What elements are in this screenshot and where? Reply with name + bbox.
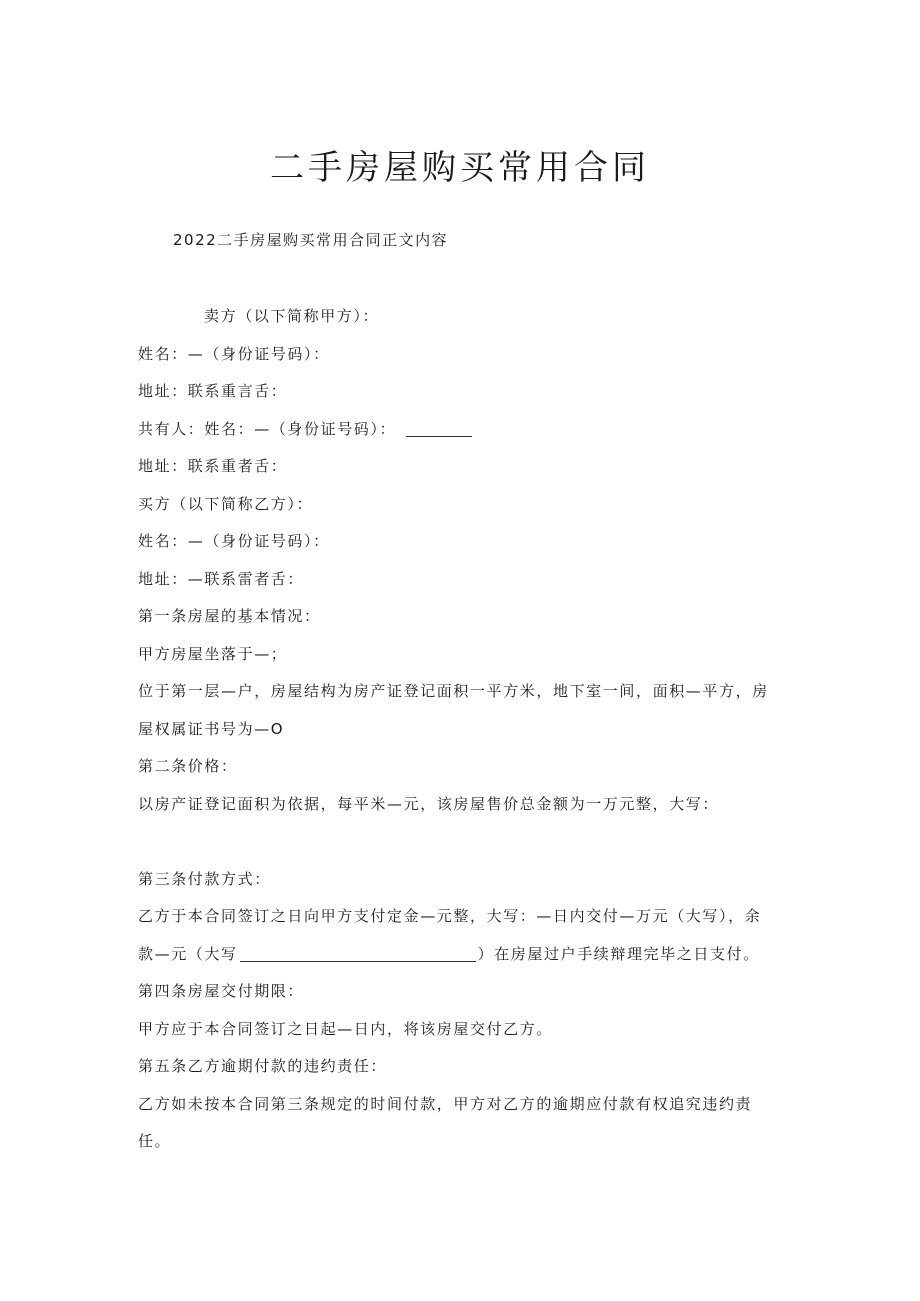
document-subtitle: 2022二手房屋购买常用合同正文内容 xyxy=(173,231,449,249)
article-1-heading: 第一条房屋的基本情况： xyxy=(138,607,321,625)
document-title: 二手房屋购买常用合同 xyxy=(270,148,650,188)
article-5-heading: 第五条乙方逾期付款的违约责任： xyxy=(138,1057,388,1075)
article-5-liability: 乙方如未按本合同第三条规定的时间付款，甲方对乙方的逾期应付款有权追究违约责 xyxy=(138,1094,753,1113)
balance-blank xyxy=(240,947,476,962)
article-4-heading: 第四条房屋交付期限： xyxy=(138,982,305,1000)
seller-heading: 卖方（以下简称甲方）： xyxy=(204,307,380,325)
article-3-balance xyxy=(138,936,788,974)
co-owner-address-line: 地址：联系重者舌： xyxy=(138,457,288,475)
article-1-detail: 位于第一层—户，房屋结构为房产证登记面积一平方米，地下室一间，面积—平方，房 xyxy=(138,682,769,700)
article-2-price: 以房产证登记面积为依据，每平米—元，该房屋售价总金额为一万元整，大写： xyxy=(138,794,720,813)
article-5-liability-end: 任。 xyxy=(138,1132,172,1150)
article-3-heading: 第三条付款方式： xyxy=(138,869,271,888)
buyer-address-line: 地址：—联系雷者舌： xyxy=(138,569,305,588)
article-3-deposit: 乙方于本合同签订之日向甲方支付定金—元整，大写：—日内交付—万元（大写），余 xyxy=(138,907,762,925)
article-1-certificate: 屋权属证书号为—O xyxy=(138,719,285,738)
buyer-heading: 买方（以下简称乙方）： xyxy=(138,494,314,513)
article-1-location: 甲方房屋坐落于—； xyxy=(138,644,288,663)
paragraph-gap xyxy=(138,823,788,861)
seller-name-line: 姓名：—（身份证号码）： xyxy=(138,344,330,363)
co-owner-line xyxy=(138,411,788,449)
article-2-heading: 第二条价格： xyxy=(138,757,238,775)
co-owner-blank xyxy=(406,422,472,437)
article-4-delivery: 甲方应于本合同签订之日起—日内，将该房屋交付乙方。 xyxy=(138,1019,554,1038)
buyer-name-line: 姓名：—（身份证号码）： xyxy=(138,532,330,550)
balance-text-end: ）在房屋过户手续辩理完毕之日支付。 xyxy=(477,944,760,963)
balance-text-start: 款—元（大写 xyxy=(138,944,238,963)
contract-body xyxy=(138,298,788,1161)
seller-address-line: 地址：联系重言舌： xyxy=(138,382,288,400)
co-owner-text: 共有人：姓名：—（身份证号码）： xyxy=(138,419,397,438)
